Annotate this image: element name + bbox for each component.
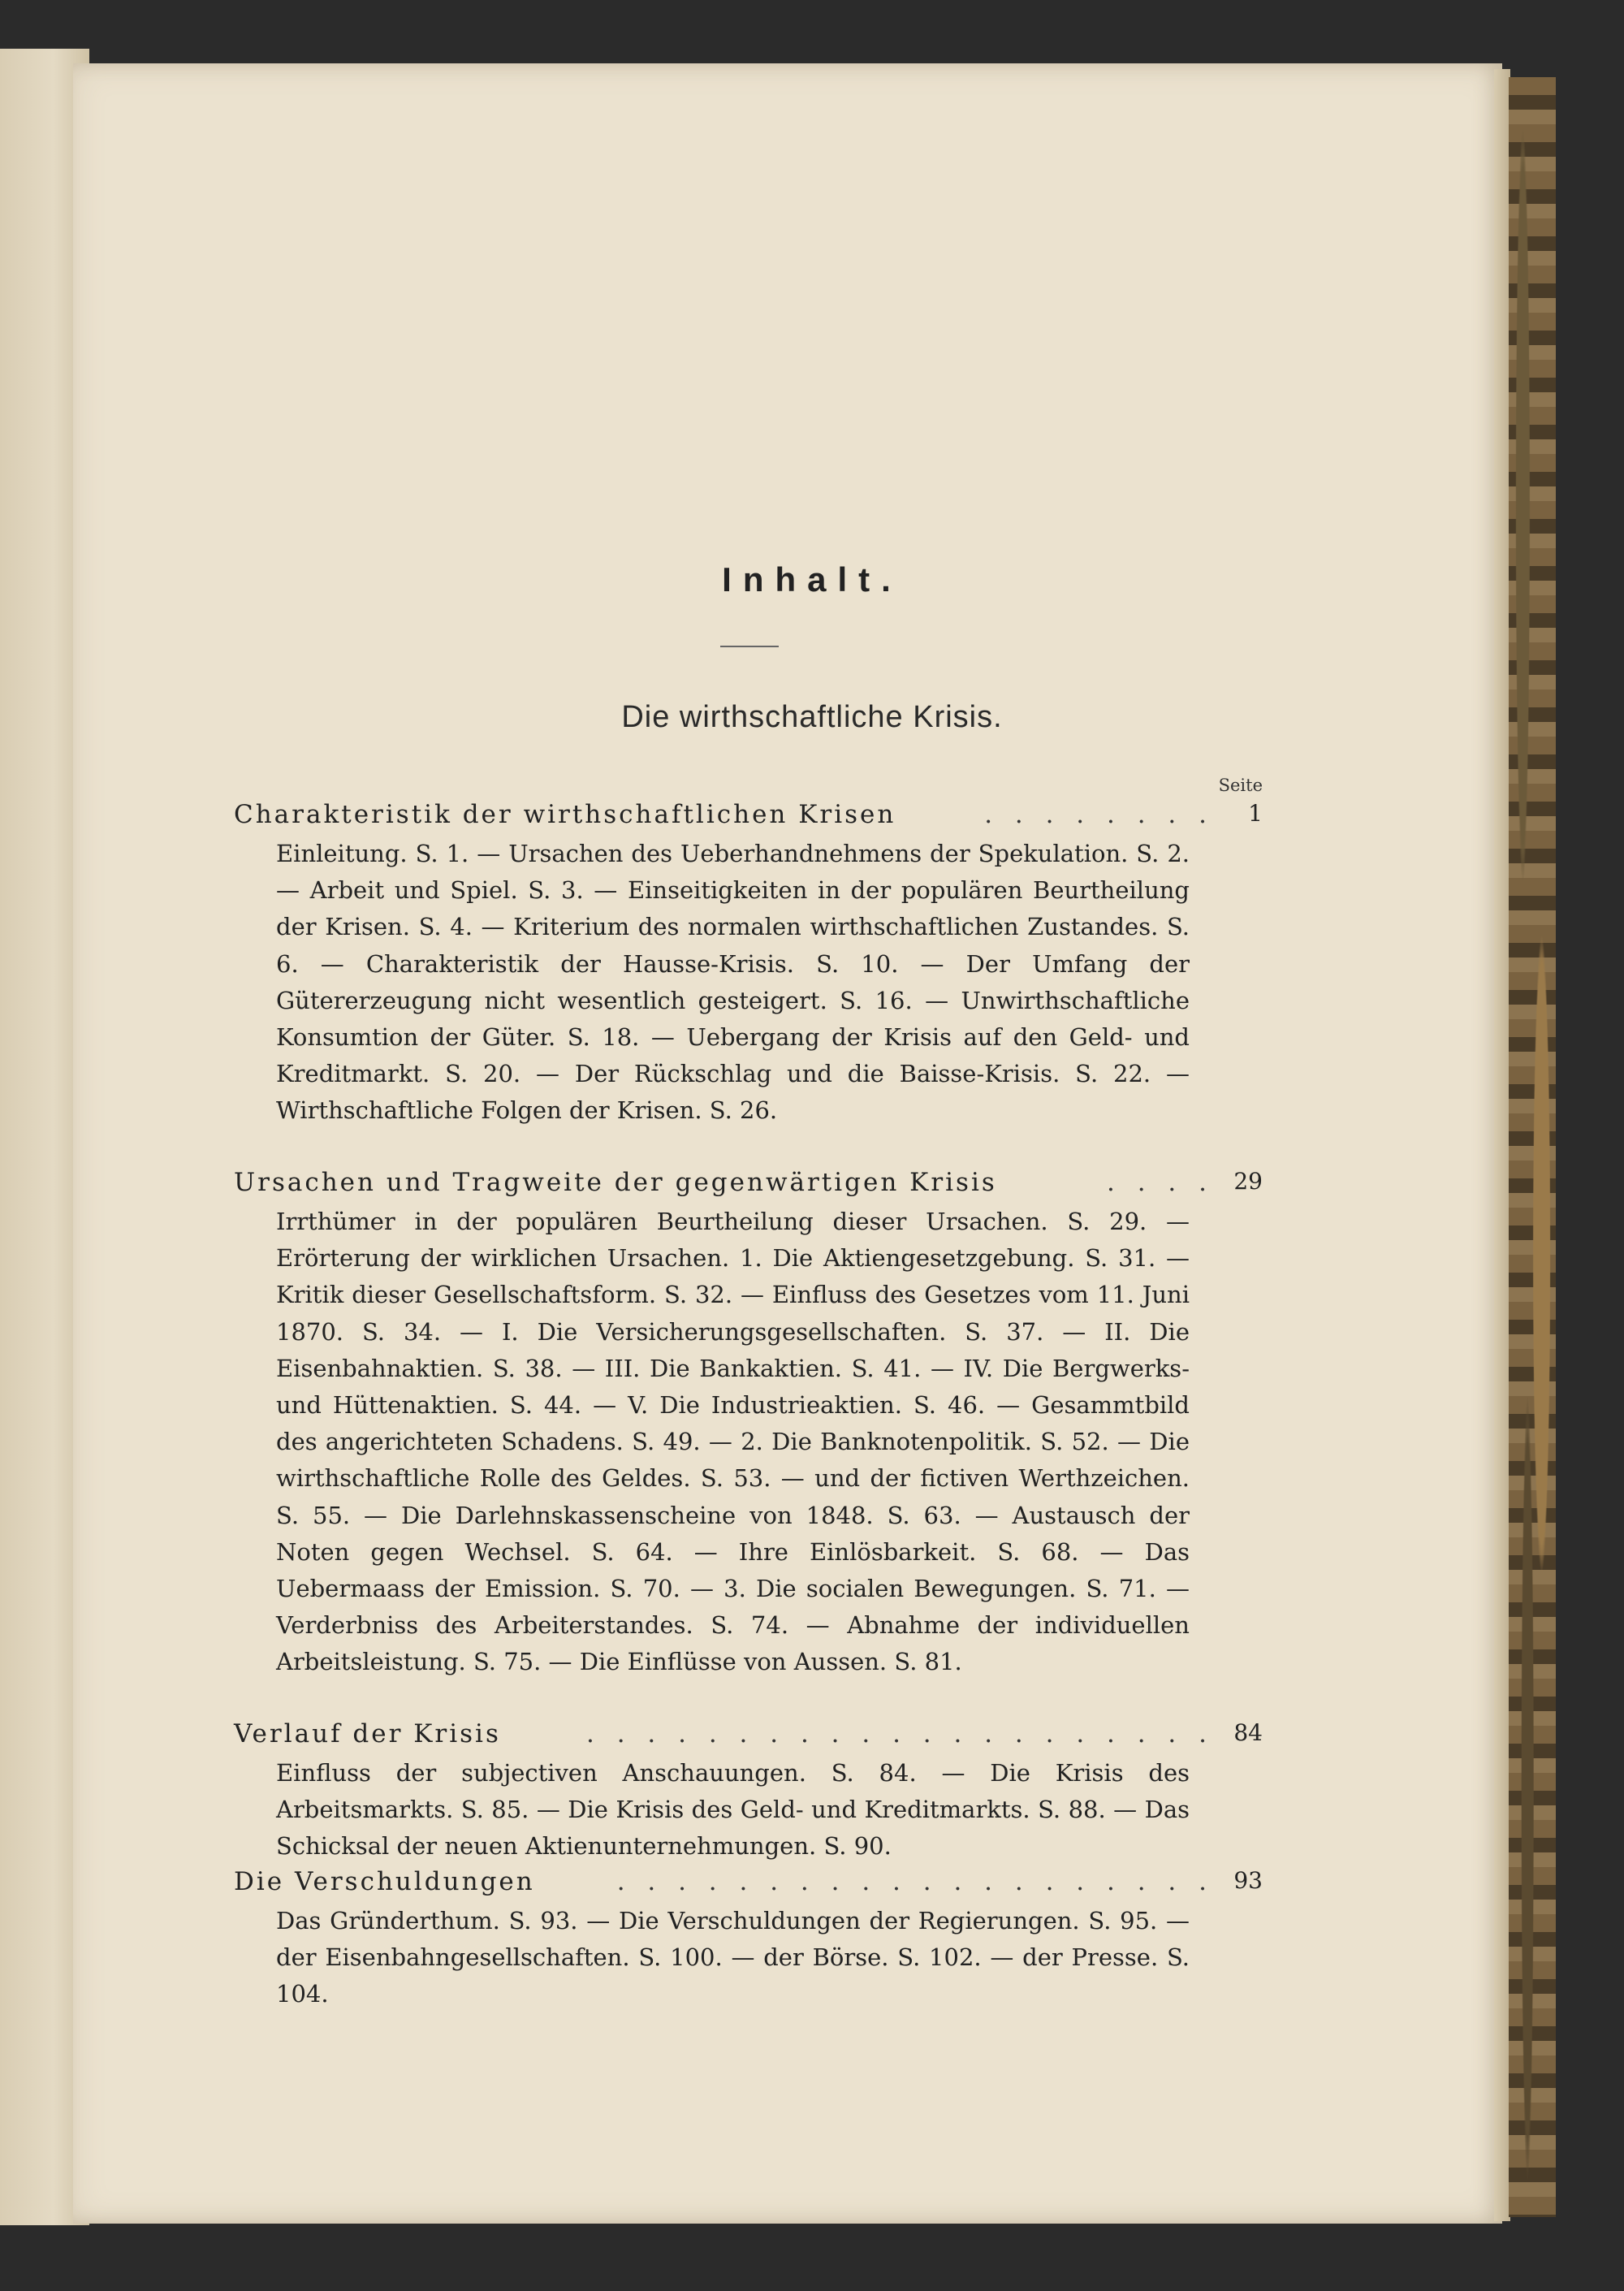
dot-leaders: . . . . xyxy=(1107,1168,1214,1197)
toc-entry-header xyxy=(234,800,1263,836)
dot-leaders: . . . . . . . . xyxy=(984,800,1214,829)
page-title: Inhalt. xyxy=(722,560,902,599)
toc-entry-page: 29 xyxy=(1233,1168,1263,1195)
dot-leaders: . . . . . . . . . . . . . . . . . . . . . xyxy=(585,1719,1214,1749)
toc-entry-page: 93 xyxy=(1233,1867,1263,1894)
toc-entry-header xyxy=(234,1168,1263,1204)
toc-entry-title: Die Verschuldungen xyxy=(234,1867,535,1896)
toc-entry-summary: Einleitung. S. 1. — Ursachen des Ueberhandnehmens der Spekulation. S. 2. — Arbeit und Spiel. S. 3. — Einseitigkeiten in der populären Beurtheilung der Krisen. S. 4. — Kriterium des normalen wirthschaftlichen Zustandes. S. 6. — Charakteristik der Hausse-Krisis. S. 10. — Der Umfang der Gütererzeugung nicht wesentlich gesteigert. S. 16. — Unwirthschaftliche Konsumtion der Güter. S. 18. — Uebergang der Krisis auf den Geld- und Kreditmarkt. S. 20. — Der Rückschlag und die Baisse-Krisis. S. 22. — Wirthschaftliche Folgen der Krisen. S. 26. xyxy=(276,840,1190,1125)
toc-entry-header xyxy=(234,1867,1263,1903)
toc-entry-page: 84 xyxy=(1233,1719,1263,1746)
page-column-label: Seite xyxy=(1218,776,1263,795)
toc-entry xyxy=(234,1168,1263,1681)
toc-entry-summary: Das Gründerthum. S. 93. — Die Verschuldungen der Regierungen. S. 95. — der Eisenbahngesellschaften. S. 100. — der Börse. S. 102. — der Presse. S. 104. xyxy=(276,1907,1190,2008)
toc-entry-title: Charakteristik der wirthschaftlichen Krisen xyxy=(234,800,896,829)
toc-entry-page: 1 xyxy=(1248,800,1263,827)
toc-entry-header xyxy=(234,1719,1263,1755)
toc-entry-title: Verlauf der Krisis xyxy=(234,1719,501,1749)
title-divider xyxy=(720,646,779,647)
section-heading: Die wirthschaftliche Krisis. xyxy=(621,700,1003,734)
toc-entry-summary: Irrthümer in der populären Beurtheilung dieser Ursachen. S. 29. — Erörterung der wirklichen Ursachen. 1. Die Aktiengesetzgebung. S. 31. — Kritik dieser Gesellschaftsform. S. 32. — Einfluss des Gesetzes vom 11. Juni 1870. S. 34. — I. Die Versicherungsgesellschaften. S. 37. — II. Die Eisenbahnaktien. S. 38. — III. Die Bankaktien. S. 41. — IV. Die Bergwerks- und Hüttenaktien. S. 44. — V. Die Industrieaktien. S. 46. — Gesammtbild des angerichteten Schadens. S. 49. — 2. Die Banknotenpolitik. S. 52. — Die wirthschaftliche Rolle des Geldes. S. 53. — und der fictiven Werthzeichen. S. 55. — Die Darlehnskassenscheine von 1848. S. 63. — Austausch der Noten gegen Wechsel. S. 64. — Ihre Einlösbarkeit. S. 68. — Das Uebermaass der Emission. S. 70. — 3. Die socialen Bewegungen. S. 71. — Verderbniss des Arbeiterstandes. S. 74. — Abnahme der individuellen Arbeitsleistung. S. 75. — Die Einflüsse von Aussen. S. 81. xyxy=(276,1208,1190,1676)
toc-entry-summary: Einfluss der subjectiven Anschauungen. S. 84. — Die Krisis des Arbeitsmarkts. S. 85. — Die Krisis des Geld- und Kreditmarkts. S. 88. — Das Schicksal der neuen Aktienunternehmungen. S. 90. xyxy=(276,1759,1190,1861)
dot-leaders: . . . . . . . . . . . . . . . . . . . . xyxy=(616,1867,1214,1896)
toc-entry xyxy=(234,1867,1263,2013)
toc-entry xyxy=(234,800,1263,1130)
toc-entry-title: Ursachen und Tragweite der gegenwärtigen Krisis xyxy=(234,1168,997,1197)
toc-entry xyxy=(234,1719,1263,1865)
